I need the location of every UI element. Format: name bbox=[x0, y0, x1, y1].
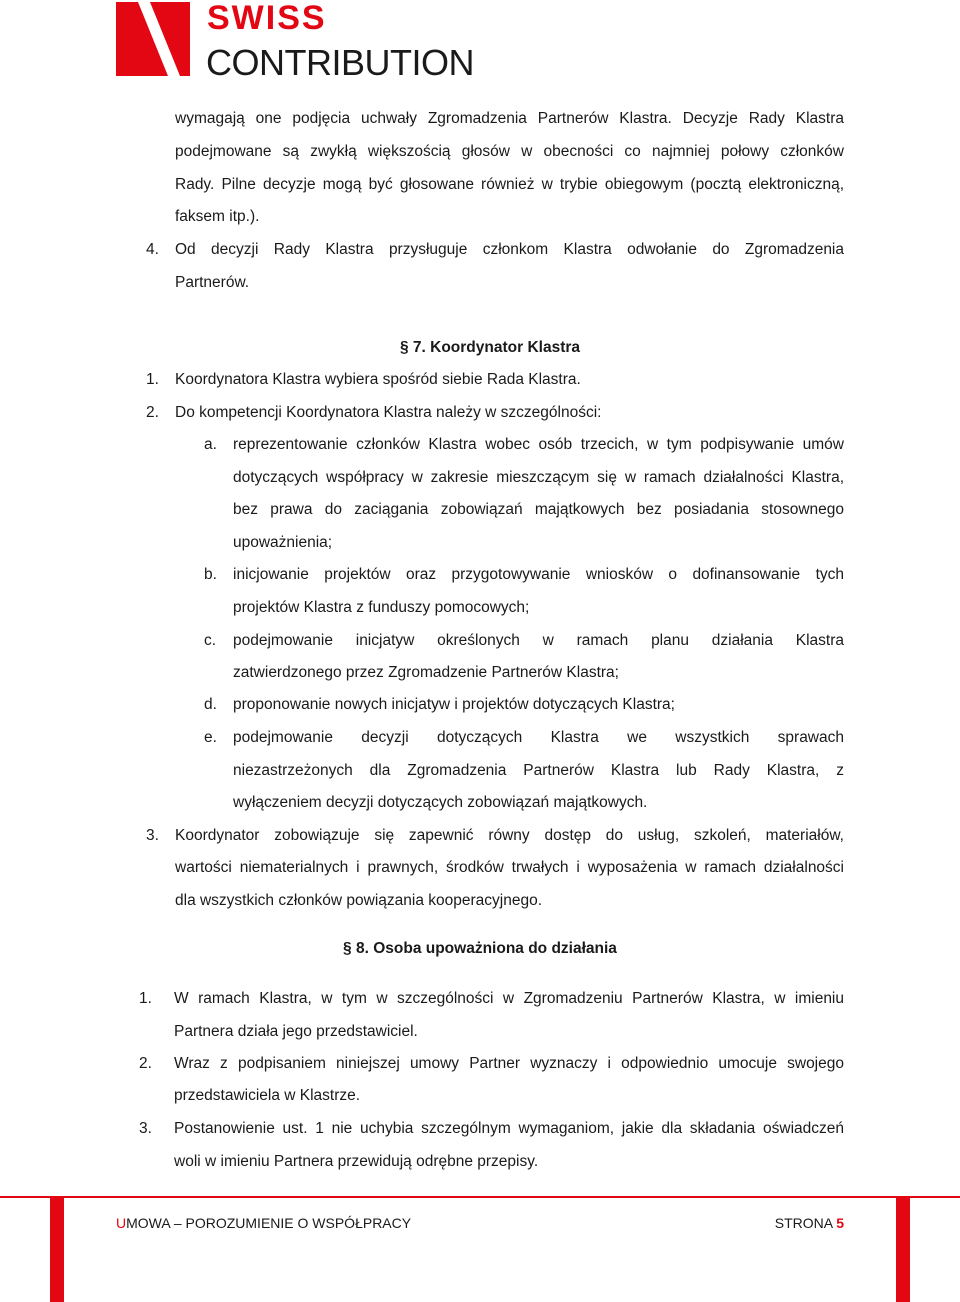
page-number: 5 bbox=[836, 1215, 844, 1231]
list-item-line: woli w imieniu Partnera przewidują odrębne przepisy. bbox=[174, 1153, 539, 1170]
list-item-line: Wraz z podpisaniem niniejszej umowy Partner wyznaczy i odpowiednio umocuje swojego bbox=[174, 1055, 844, 1072]
sub-list-letter: b. bbox=[204, 566, 217, 583]
list-item-line: Koordynator zobowiązuje się zapewnić równy dostęp do usług, szkoleń, materiałów, bbox=[175, 827, 844, 844]
list-number: 4. bbox=[146, 241, 159, 258]
list-item-line: wartości niematerialnych i prawnych, środków trwałych i wyposażenia w ramach działalności bbox=[175, 859, 844, 876]
sub-list-item-line: inicjowanie projektów oraz przygotowywanie wniosków o dofinansowanie tych bbox=[233, 566, 844, 583]
sub-list-letter: e. bbox=[204, 729, 217, 746]
footer-right-bar bbox=[896, 1198, 910, 1302]
footer-title-rest: MOWA – POROZUMIENIE O WSPÓŁPRACY bbox=[126, 1215, 412, 1231]
list-item-line: Partnera działa jego przedstawiciel. bbox=[174, 1023, 418, 1040]
sub-list-item-line: niezastrzeżonych dla Zgromadzenia Partnerów Klastra lub Rady Klastra, z bbox=[233, 762, 844, 779]
list-number: 1. bbox=[146, 371, 159, 388]
sub-list-item-line: upoważnienia; bbox=[233, 534, 333, 551]
paragraph-line: wymagają one podjęcia uchwały Zgromadzenia Partnerów Klastra. Decyzje Rady Klastra bbox=[175, 110, 844, 127]
list-number: 1. bbox=[139, 990, 152, 1007]
list-number: 2. bbox=[139, 1055, 152, 1072]
list-item-line: Partnerów. bbox=[175, 274, 250, 291]
swiss-flag-icon bbox=[116, 2, 190, 76]
sub-list-item-line: reprezentowanie członków Klastra wobec osób trzecich, w tym podpisywanie umów bbox=[233, 436, 844, 453]
list-item-line: przedstawiciela w Klastrze. bbox=[174, 1087, 361, 1104]
list-number: 3. bbox=[139, 1120, 152, 1137]
sub-list-letter: a. bbox=[204, 436, 217, 453]
sub-list-item-line: projektów Klastra z funduszy pomocowych; bbox=[233, 599, 530, 616]
list-item-line: Koordynatora Klastra wybiera spośród siebie Rada Klastra. bbox=[175, 371, 581, 388]
logo-text-contribution: CONTRIBUTION bbox=[206, 42, 474, 83]
sub-list-item-line: wyłączeniem decyzji dotyczących zobowiązań majątkowych. bbox=[233, 794, 648, 811]
paragraph-line: faksem itp.). bbox=[175, 208, 260, 225]
list-number: 2. bbox=[146, 404, 159, 421]
footer-document-title bbox=[116, 1213, 411, 1233]
logo-text-swiss: SWISS bbox=[207, 0, 327, 37]
sub-list-item-line: bez prawa do zaciągania zobowiązań majątkowych bez posiadania stosownego bbox=[233, 501, 844, 518]
paragraph-line: Rady. Pilne decyzje mogą być głosowane również w trybie obiegowym (pocztą elektroniczną, bbox=[175, 176, 844, 193]
footer-page-label: STRONA bbox=[774, 1215, 837, 1231]
swiss-contribution-logo bbox=[116, 2, 496, 82]
list-item-line: Postanowienie ust. 1 nie uchybia szczególnym wymaganiom, jakie dla składania oświadczeń bbox=[174, 1120, 844, 1137]
list-item-line: W ramach Klastra, w tym w szczególności w Zgromadzeniu Partnerów Klastra, w imieniu bbox=[174, 990, 844, 1007]
list-number: 3. bbox=[146, 827, 159, 844]
sub-list-item-line: podejmowanie decyzji dotyczących Klastra we wszystkich sprawach bbox=[233, 729, 844, 746]
footer-page-number bbox=[775, 1213, 844, 1233]
footer-left-bar bbox=[50, 1198, 64, 1302]
list-item-line: Od decyzji Rady Klastra przysługuje członkom Klastra odwołanie do Zgromadzenia bbox=[175, 241, 844, 258]
sub-list-letter: c. bbox=[204, 632, 217, 649]
paragraph-line: podejmowane są zwykłą większością głosów w obecności co najmniej połowy członków bbox=[175, 143, 844, 160]
section-heading: § 8. Osoba upoważniona do działania bbox=[343, 940, 617, 957]
footer-divider bbox=[0, 1196, 960, 1198]
list-item-line: Do kompetencji Koordynatora Klastra należy w szczególności: bbox=[175, 404, 602, 421]
footer-title-initial: U bbox=[116, 1215, 127, 1231]
section-heading: § 7. Koordynator Klastra bbox=[399, 339, 581, 356]
sub-list-item-line: dotyczących współpracy w zakresie mieszczącym się w ramach działalności Klastra, bbox=[233, 469, 844, 486]
list-item-line: dla wszystkich członków powiązania kooperacyjnego. bbox=[175, 892, 543, 909]
sub-list-letter: d. bbox=[204, 696, 217, 713]
sub-list-item-line: zatwierdzonego przez Zgromadzenie Partnerów Klastra; bbox=[233, 664, 619, 681]
sub-list-item-line: podejmowanie inicjatyw określonych w ramach planu działania Klastra bbox=[233, 632, 844, 649]
sub-list-item-line: proponowanie nowych inicjatyw i projektów dotyczących Klastra; bbox=[233, 696, 675, 713]
